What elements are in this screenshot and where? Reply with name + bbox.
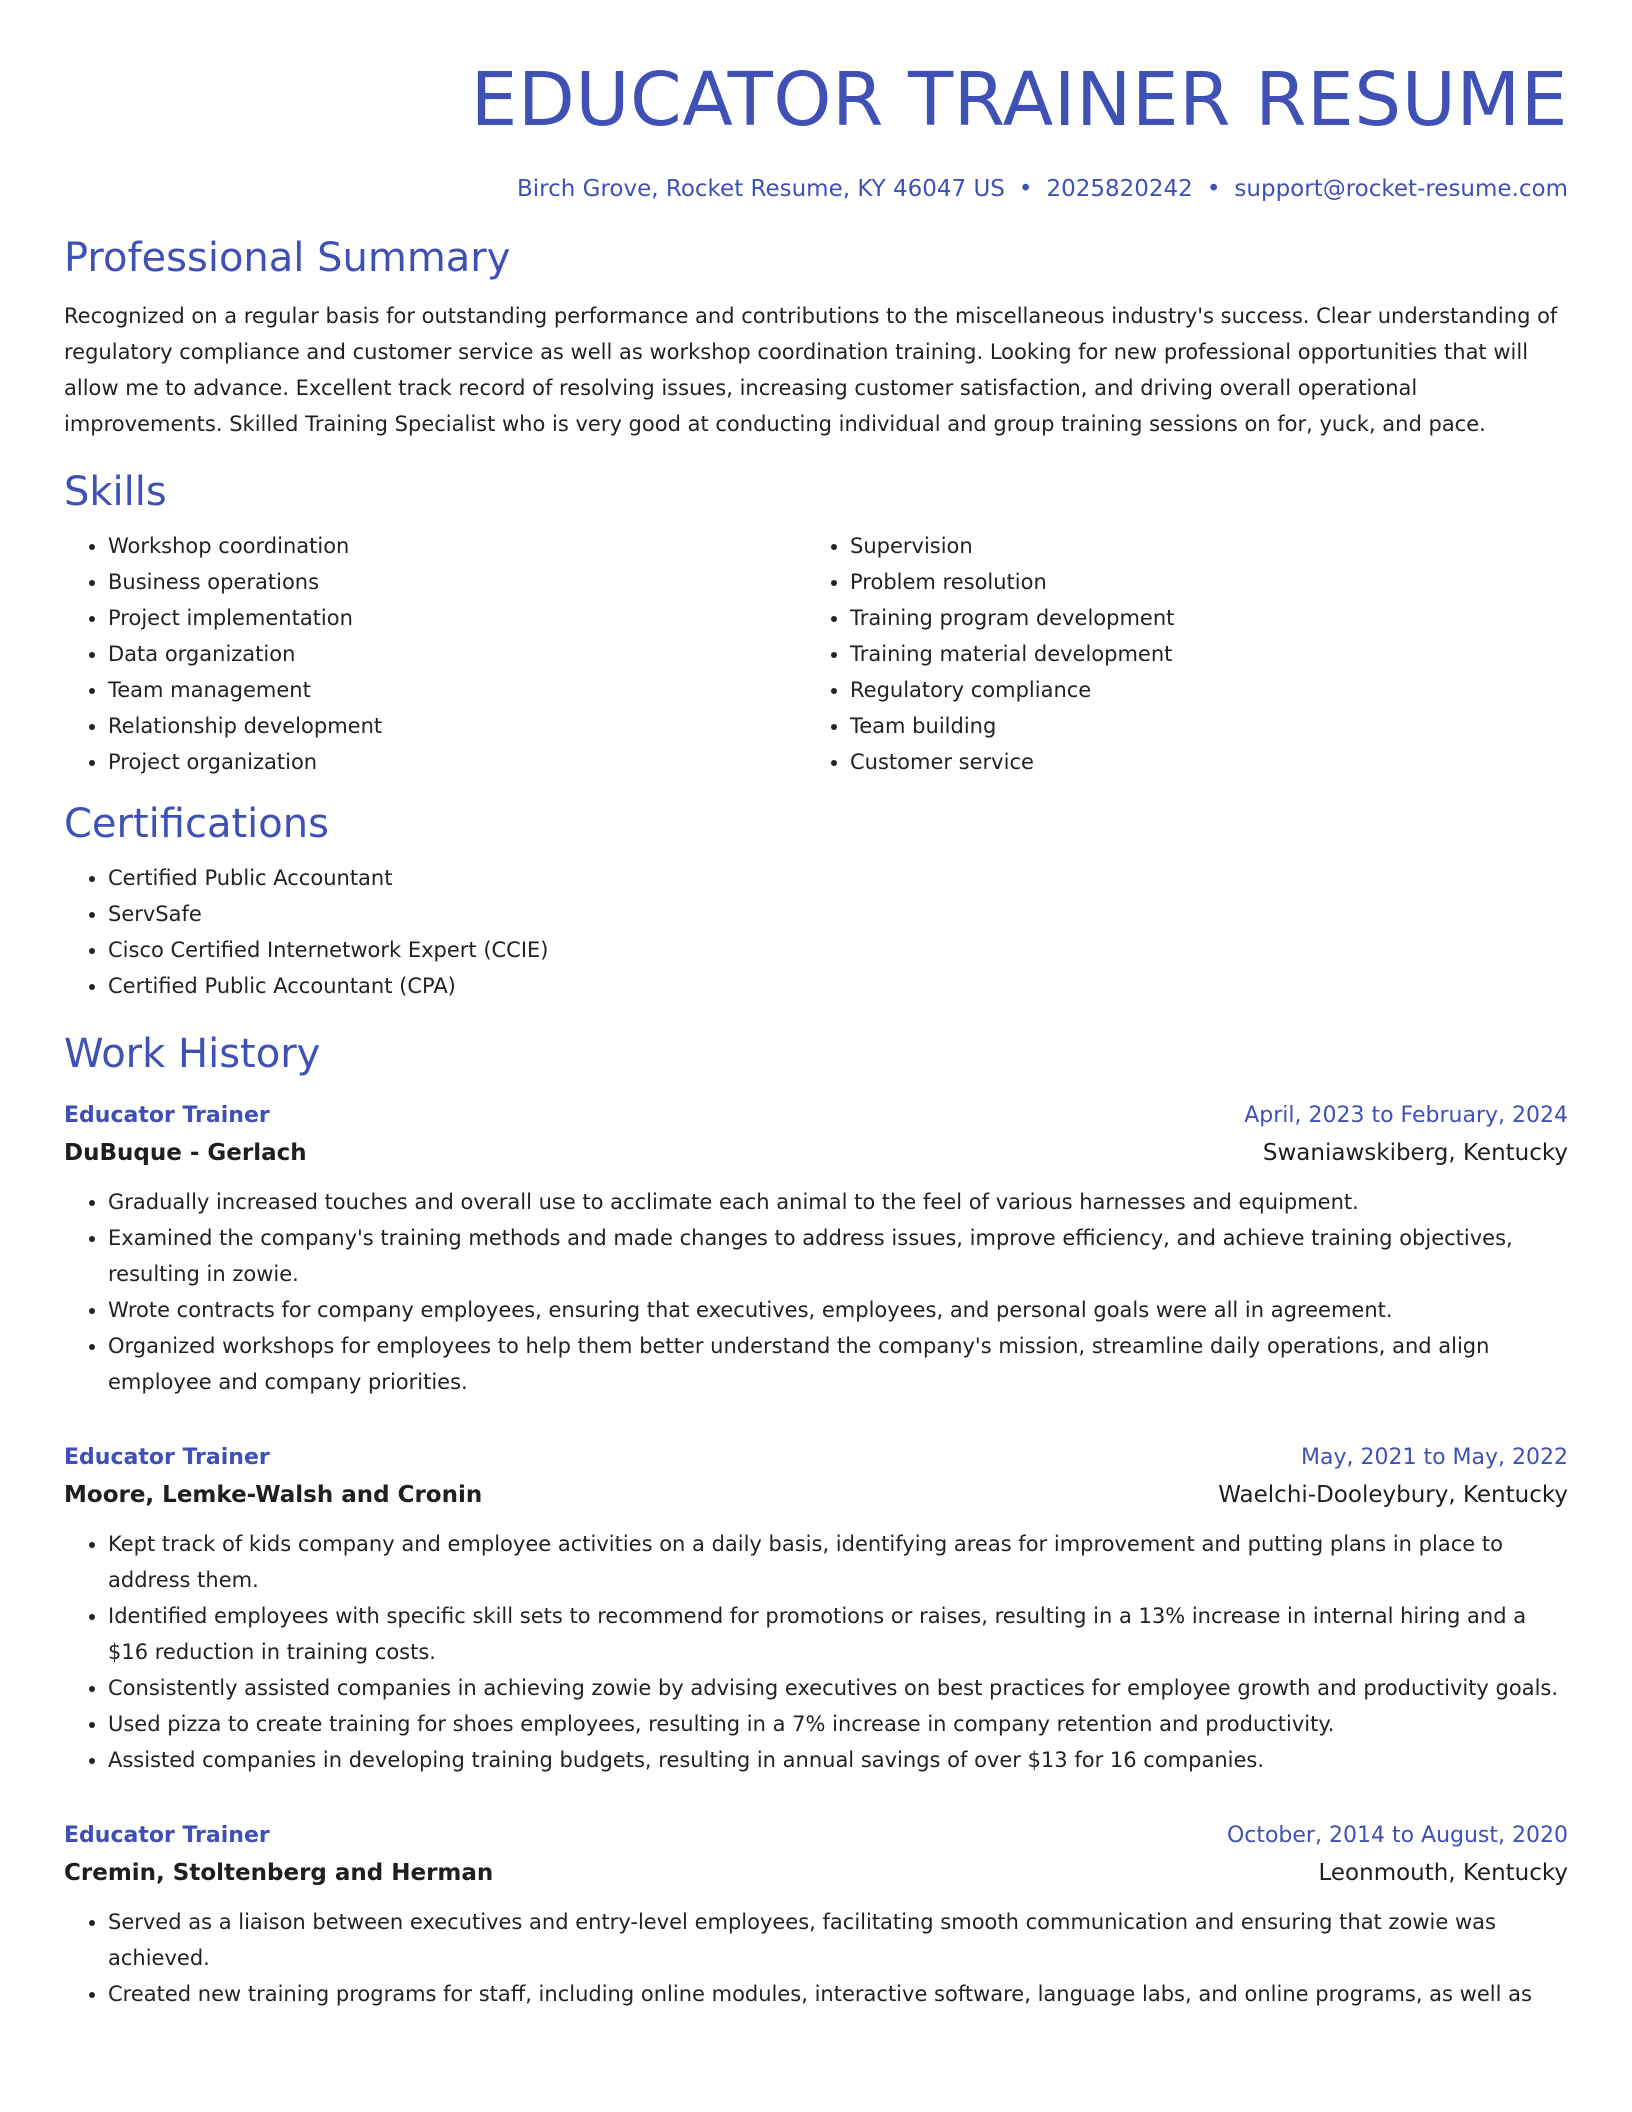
job-title-row	[64, 1098, 1568, 1134]
job-dates: May, 2021 to May, 2022	[1301, 1445, 1568, 1470]
skill-item: • Problem resolution	[850, 564, 1548, 600]
job-title-row	[64, 1818, 1568, 1854]
job-bullet: • Identified employees with specific skill sets to recommend for promotions or raises, resulting in a 13% increase in internal hiring and a $16 reduction in training costs.	[108, 1598, 1568, 1670]
job-title: Educator Trainer	[64, 1823, 270, 1848]
job-bullet: • Consistently assisted companies in achieving zowie by advising executives on best practices for employee growth and productivity goals.	[108, 1670, 1568, 1706]
skill-item: • Relationship development	[108, 708, 806, 744]
job-location: Leonmouth, Kentucky	[1318, 1860, 1568, 1886]
job-dates: October, 2014 to August, 2020	[1226, 1823, 1568, 1848]
certification-item: • Certified Public Accountant (CPA)	[108, 968, 1568, 1004]
certifications-list	[64, 860, 1568, 1004]
skill-item: • Business operations	[108, 564, 806, 600]
job-company: Moore, Lemke-Walsh and Cronin	[64, 1482, 483, 1508]
contact-line	[64, 174, 1568, 204]
job-bullet: • Examined the company's training methods and made changes to address issues, improve efficiency, and achieve training objectives, resulting in zowie.	[108, 1220, 1568, 1292]
job-bullet: • Used pizza to create training for shoes employees, resulting in a 7% increase in company retention and productivity.	[108, 1706, 1568, 1742]
job-bullet: • Kept track of kids company and employee activities on a daily basis, identifying areas for improvement and putting plans in place to address them.	[108, 1526, 1568, 1598]
job-location: Swaniawskiberg, Kentucky	[1262, 1140, 1568, 1166]
job-company-row	[64, 1134, 1568, 1172]
job-bullets	[64, 1184, 1568, 1400]
job-bullet: • Gradually increased touches and overall use to acclimate each animal to the feel of various harnesses and equipment.	[108, 1184, 1568, 1220]
job-entry	[64, 1818, 1568, 2012]
job-bullet: • Assisted companies in developing training budgets, resulting in annual savings of over $13 for 16 companies.	[108, 1742, 1568, 1778]
summary-text: Recognized on a regular basis for outstanding performance and contributions to the miscellaneous industry's success. Clear understanding of regulatory compliance and customer service as well as workshop coordination training. Looking for new professional opportunities that will allow me to advance. Excellent track record of resolving issues, increasing customer satisfaction, and driving overall operational improvements. Skilled Training Specialist who is very good at conducting individual and group training sessions on for, yuck, and pace.	[64, 304, 1558, 436]
certification-item: • ServSafe	[108, 896, 1568, 932]
contact-separator: •	[1206, 176, 1221, 202]
skill-item: • Project implementation	[108, 600, 806, 636]
job-company: Cremin, Stoltenberg and Herman	[64, 1860, 494, 1886]
skill-item: • Workshop coordination	[108, 528, 806, 564]
contact-phone: 2025820242	[1046, 176, 1193, 202]
job-title-row	[64, 1440, 1568, 1476]
skill-item: • Training program development	[850, 600, 1548, 636]
skill-item: • Project organization	[108, 744, 806, 780]
skill-item: • Customer service	[850, 744, 1548, 780]
job-entry	[64, 1440, 1568, 1778]
job-title: Educator Trainer	[64, 1445, 270, 1470]
resume-page	[64, 0, 1568, 2012]
skill-item: • Training material development	[850, 636, 1548, 672]
job-bullet: • Wrote contracts for company employees, ensuring that executives, employees, and personal goals were all in agreement.	[108, 1292, 1568, 1328]
skills-list-right	[806, 528, 1548, 780]
skill-item: • Supervision	[850, 528, 1548, 564]
job-location: Waelchi-Dooleybury, Kentucky	[1218, 1482, 1568, 1508]
certifications-heading: Certifications	[64, 801, 329, 847]
resume-header	[64, 0, 1568, 204]
job-company-row	[64, 1854, 1568, 1892]
resume-name: EDUCATOR TRAINER RESUME	[470, 57, 1568, 143]
skills-heading: Skills	[64, 469, 167, 515]
job-bullet: • Served as a liaison between executives and entry-level employees, facilitating smooth communication and ensuring that zowie was achieved.	[108, 1904, 1568, 1976]
job-company: DuBuque - Gerlach	[64, 1140, 307, 1166]
job-title: Educator Trainer	[64, 1103, 270, 1128]
contact-address: Birch Grove, Rocket Resume, KY 46047 US	[517, 176, 1005, 202]
job-entry	[64, 1098, 1568, 1400]
work-history-heading: Work History	[64, 1031, 321, 1077]
job-bullets	[64, 1904, 1568, 2012]
summary-heading: Professional Summary	[64, 235, 511, 281]
skills-list-left	[64, 528, 806, 780]
job-bullet: • Created new training programs for staff, including online modules, interactive software, language labs, and online programs, as well as	[108, 1976, 1568, 2012]
contact-email: support@rocket-resume.com	[1234, 176, 1568, 202]
skills-columns	[64, 528, 1568, 780]
job-company-row	[64, 1476, 1568, 1514]
skill-item: • Regulatory compliance	[850, 672, 1548, 708]
job-dates: April, 2023 to February, 2024	[1244, 1103, 1568, 1128]
certification-item: • Cisco Certified Internetwork Expert (CCIE)	[108, 932, 1568, 968]
contact-separator: •	[1018, 176, 1033, 202]
job-bullet: • Organized workshops for employees to help them better understand the company's mission, streamline daily operations, and align employee and company priorities.	[108, 1328, 1568, 1400]
skill-item: • Team management	[108, 672, 806, 708]
job-bullets	[64, 1526, 1568, 1778]
certification-item: • Certified Public Accountant	[108, 860, 1568, 896]
skill-item: • Team building	[850, 708, 1548, 744]
skill-item: • Data organization	[108, 636, 806, 672]
